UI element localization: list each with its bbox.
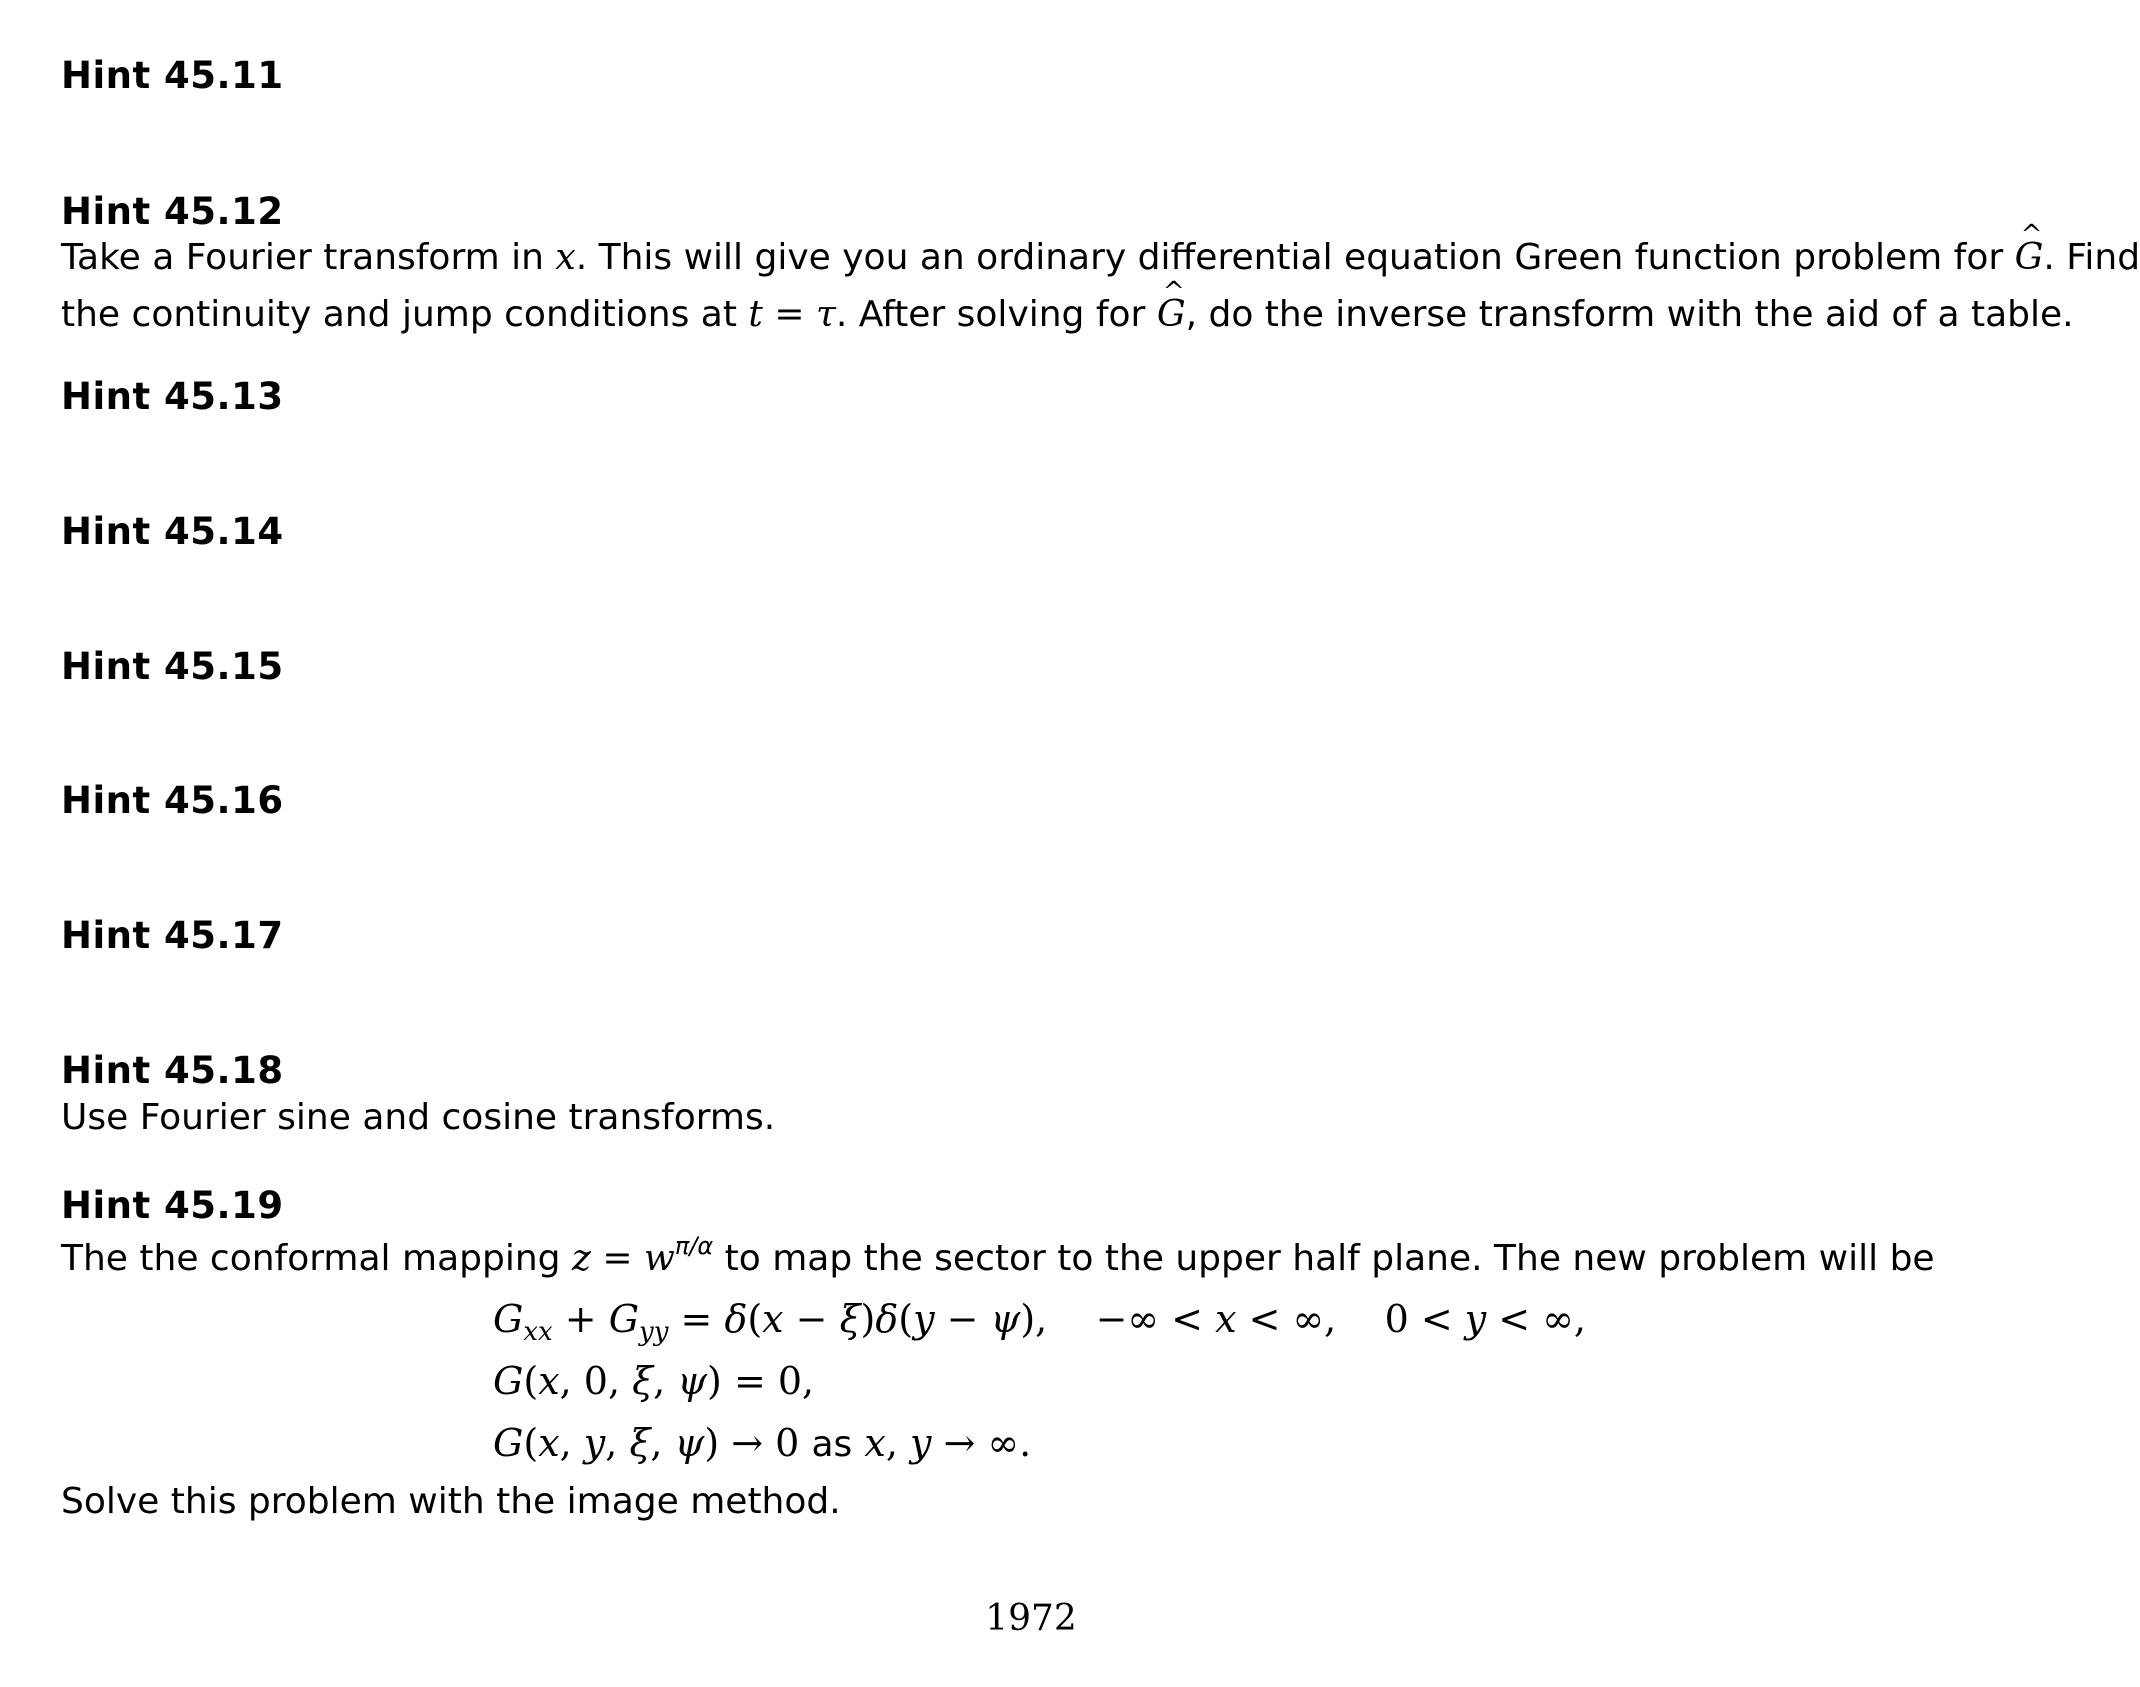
hint-45-17-heading: Hint 45.17 (61, 914, 284, 957)
document-page (61, 0, 2140, 1687)
hint-45-16-heading: Hint 45.16 (61, 779, 284, 822)
hint-45-19-closing: Solve this problem with the image method. (61, 1481, 841, 1522)
equation-line-2: G(x, 0, ξ, ψ) = 0, (493, 1359, 815, 1403)
equation-line-3: G(x, y, ξ, ψ) → 0 as x, y → ∞. (493, 1421, 1032, 1465)
hint-45-13-heading: Hint 45.13 (61, 375, 284, 418)
hint-45-15-heading: Hint 45.15 (61, 645, 284, 688)
hint-45-19-heading: Hint 45.19 (61, 1184, 284, 1227)
hint-45-18-text: Use Fourier sine and cosine transforms. (61, 1097, 776, 1138)
as-word: as (811, 1424, 853, 1465)
hint-45-18-heading: Hint 45.18 (61, 1049, 284, 1092)
hint-45-11-heading: Hint 45.11 (61, 54, 284, 97)
page-number: 1972 (985, 1598, 1077, 1639)
equation-line-1: $G_{xx} + G_{yy} = \delta(x - \xi)\delta(y - \psi)$, −∞ < x < ∞, 0 < y < ∞, (493, 1297, 1586, 1347)
hint-45-12-line-1: Take a Fourier transform in x. This will give you an ordinary differential equation Green function problem for ^ G. Find (61, 240, 2140, 276)
hint-45-12-heading: Hint 45.12 (61, 190, 284, 233)
hint-45-19-intro: The the conformal mapping $z = w^{\pi/\alpha}$ to map the sector to the upper half plane. The new problem will be (61, 1232, 1935, 1279)
hint-45-14-heading: Hint 45.14 (61, 510, 284, 553)
hint-45-12-line-2: the continuity and jump conditions at t = τ. After solving for ^ G, do the inverse transform with the aid of a table. (61, 297, 2074, 333)
